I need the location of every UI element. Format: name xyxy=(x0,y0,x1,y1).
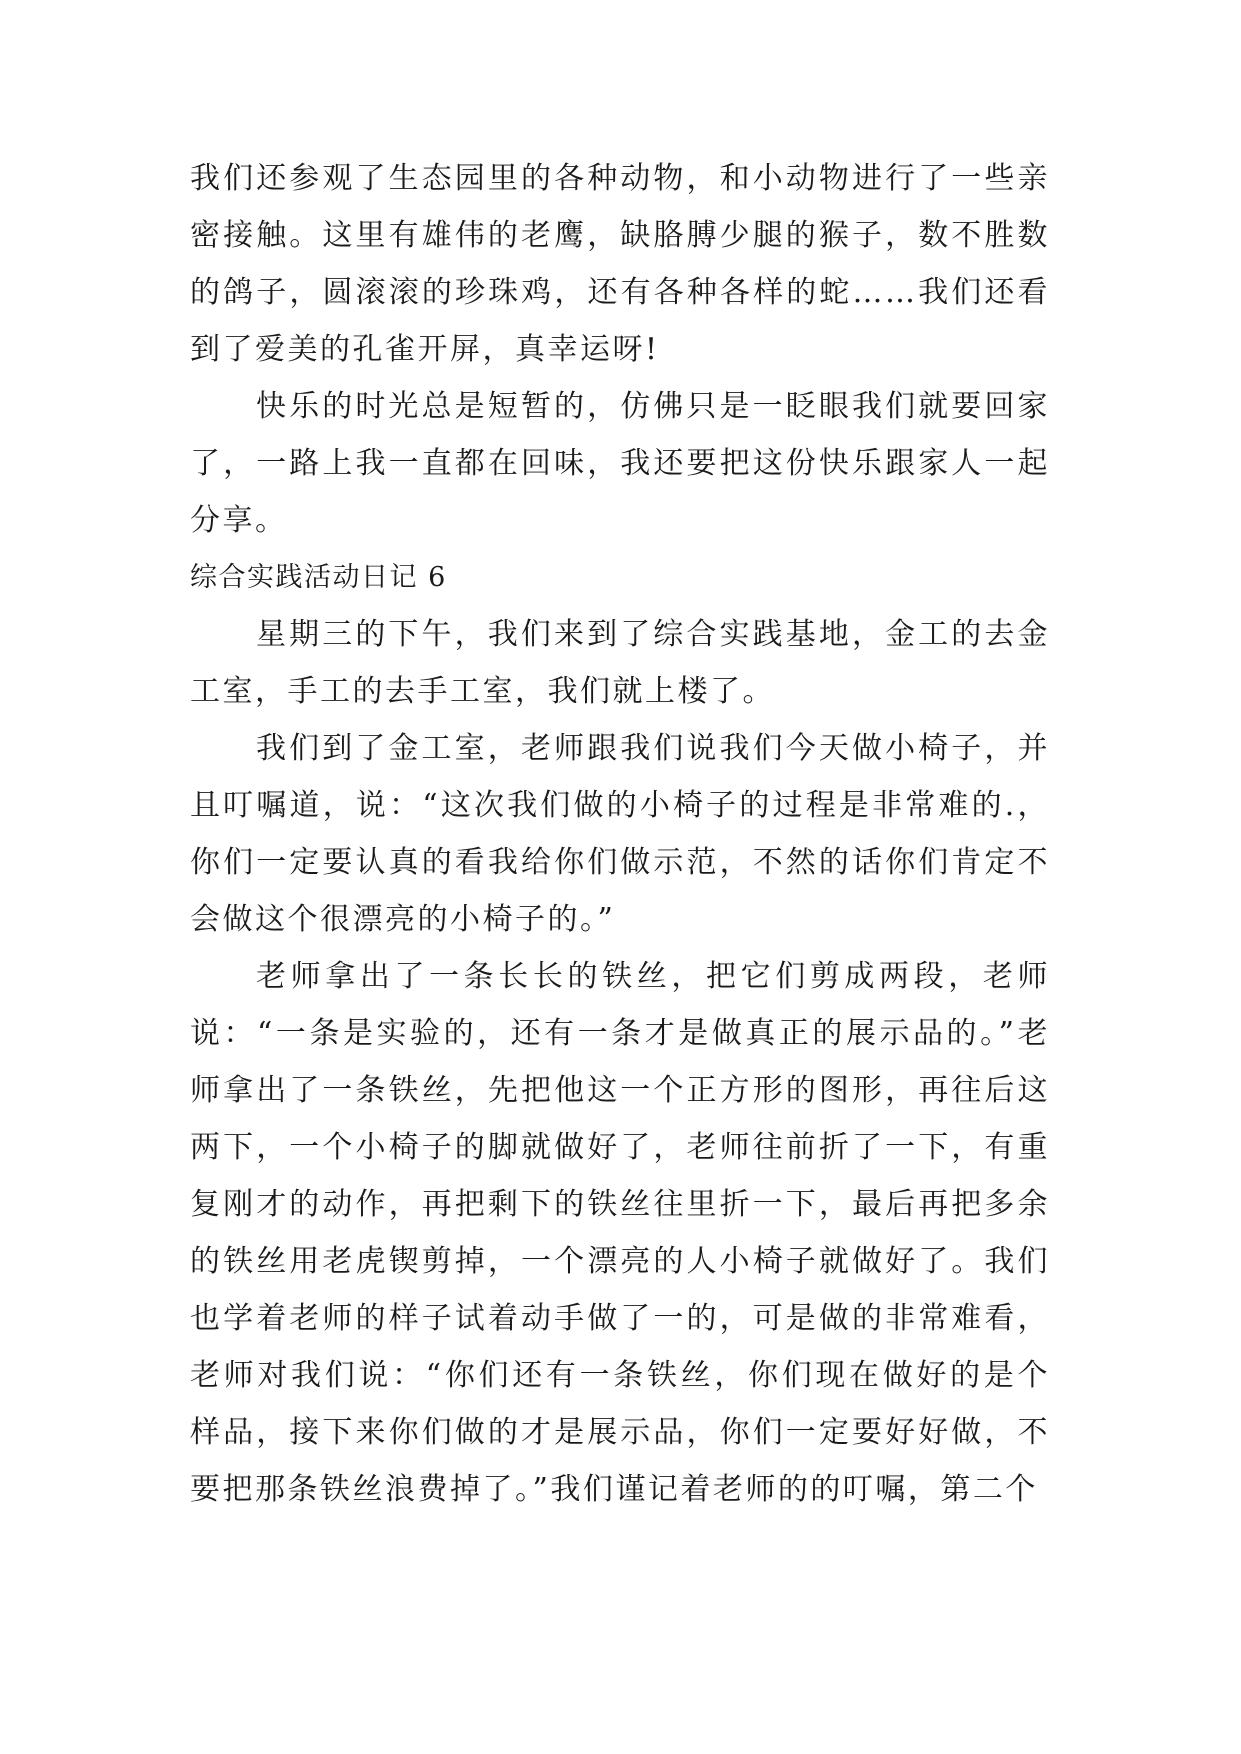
diary-heading: 综合实践活动日记 6 xyxy=(190,562,447,593)
paragraph-wire-chair: 老师拿出了一条长长的铁丝，把它们剪成两段，老师说：“一条是实验的，还有一条才是做真正的展示品的。”老师拿出了一条铁丝，先把他这一个正方形的图形，再往后这两下，一个小椅子的脚就做好了，老师往前折了一下，有重复刚才的动作，再把剩下的铁丝往里折一下，最后再把多余的铁丝用老虎锲剪掉，一个漂亮的人小椅子就做好了。我们也学着老师的样子试着动手做了一的，可是做的非常难看，老师对我们说：“你们还有一条铁丝，你们现在做好的是个样品，接下来你们做的才是展示品，你们一定要好好做，不要把那条铁丝浪费掉了。”我们谨记着老师的的叮嘱，第二个 xyxy=(190,959,1050,1507)
paragraph-happy-time: 快乐的时光总是短暂的，仿佛只是一眨眼我们就要回家了，一路上我一直都在回味，我还要把这份快乐跟家人一起分享。 xyxy=(190,389,1050,538)
document-body xyxy=(190,150,1050,1518)
paragraph-wednesday: 星期三的下午，我们来到了综合实践基地，金工的去金工室，手工的去手工室，我们就上楼了。 xyxy=(190,617,1050,709)
paragraph-zoo-animals: 我们还参观了生态园里的各种动物，和小动物进行了一些亲密接触。这里有雄伟的老鹰，缺胳膊少腿的猴子，数不胜数的鸽子，圆滚滚的珍珠鸡，还有各种各样的蛇……我们还看到了爱美的孔雀开屏，真幸运呀! xyxy=(190,161,1050,367)
paragraph-metalwork-room: 我们到了金工室，老师跟我们说我们今天做小椅子，并且叮嘱道，说：“这次我们做的小椅子的过程是非常难的.，你们一定要认真的看我给你们做示范，不然的话你们肯定不会做这个很漂亮的小椅子的。” xyxy=(190,731,1050,937)
